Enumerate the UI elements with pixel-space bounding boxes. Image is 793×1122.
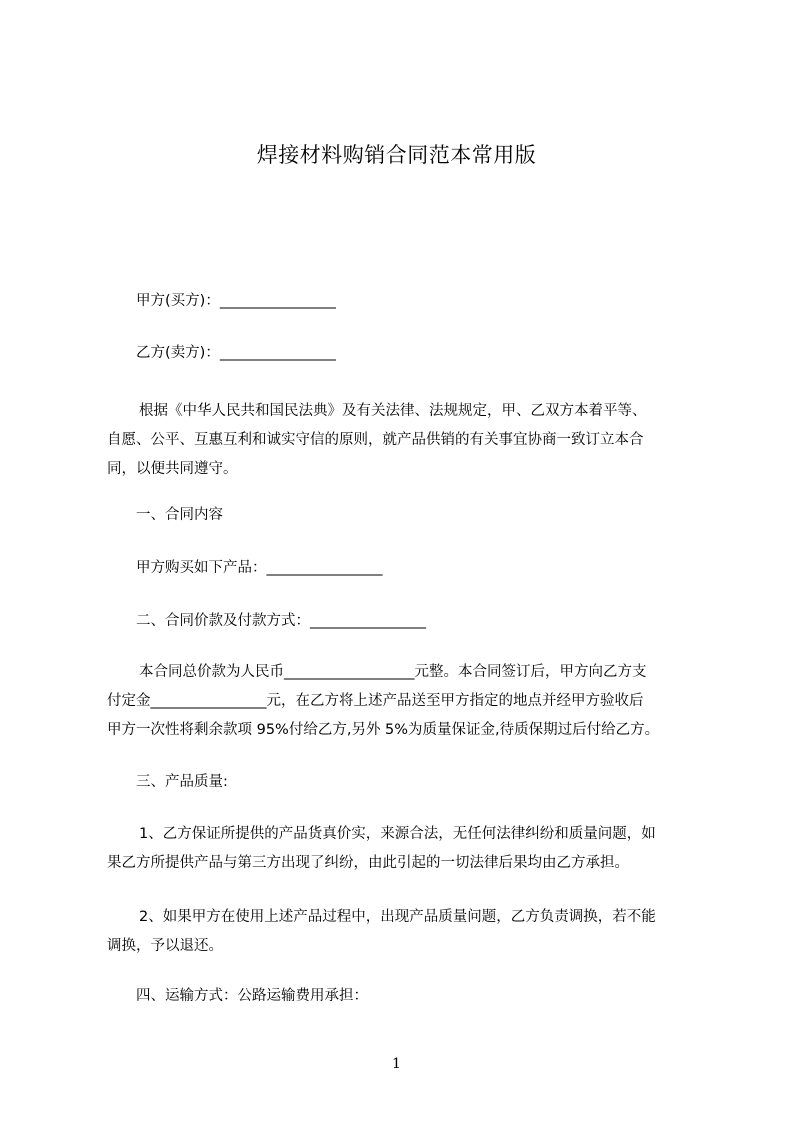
preamble-paragraph	[107, 397, 707, 484]
party-b-line: 乙方(卖方)：________________	[136, 345, 336, 361]
section-3-item-2	[107, 903, 707, 961]
section-3-item-1-line-2: 果乙方所提供产品与第三方出现了纠纷，由此引起的一切法律后果均由乙方承担。	[107, 855, 629, 871]
section-3-item-1-line-1: 1、乙方保证所提供的产品货真价实，来源合法，无任何法律纠纷和质量问题，如	[139, 826, 656, 842]
document-title: 焊接材料购销合同范本常用版	[256, 143, 537, 167]
section-2-line-2: 付定金________________元，在乙方将上述产品送至甲方指定的地点并经甲方验收后	[107, 693, 644, 709]
section-2-paragraph	[107, 658, 707, 745]
section-1-text: 甲方购买如下产品：________________	[136, 560, 383, 576]
preamble-line-3: 同，以便共同遵守。	[107, 461, 238, 477]
section-1-heading: 一、合同内容	[136, 507, 223, 523]
section-4-heading: 四、运输方式：公路运输费用承担：	[136, 988, 368, 1004]
section-3-item-2-line-1: 2、如果甲方在使用上述产品过程中，出现产品质量问题，乙方负责调换，若不能	[139, 909, 656, 925]
section-2-line-1: 本合同总价款为人民币__________________元整。本合同签订后，甲方向乙方支	[139, 664, 647, 680]
section-3-item-1	[107, 820, 707, 878]
section-2-heading: 二、合同价款及付款方式：________________	[136, 613, 426, 629]
section-3-heading: 三、产品质量:	[136, 774, 228, 790]
preamble-line-1: 根据《中华人民共和国民法典》及有关法律、法规规定，甲、乙双方本着平等、	[139, 403, 647, 419]
section-2-line-3: 甲方一次性将剩余款项 95%付给乙方,另外 5%为质量保证金,待质保期过后付给乙方。	[107, 722, 660, 738]
party-a-line: 甲方(买方)：________________	[136, 293, 336, 309]
preamble-line-2: 自愿、公平、互惠互利和诚实守信的原则，就产品供销的有关事宜协商一致订立本合	[107, 432, 644, 448]
page-number: 1	[392, 1056, 401, 1072]
section-3-item-2-line-2: 调换，予以退还。	[107, 938, 223, 954]
